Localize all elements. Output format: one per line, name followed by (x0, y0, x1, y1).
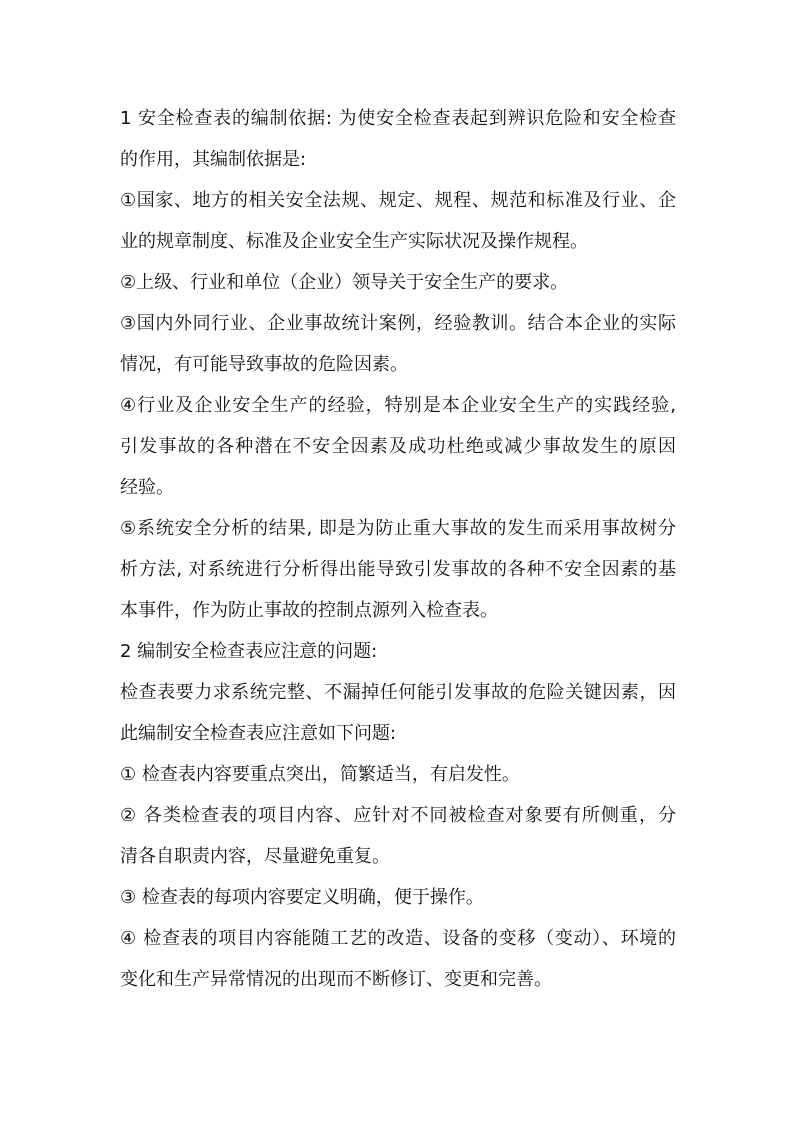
note-item-2-line-2: 清各自职责内容，尽量避免重复。 (120, 846, 390, 867)
basis-item-3-line-1: ③国内外同行业、企业事故统计案例，经验教训。结合本企业的实际 (120, 313, 676, 334)
basis-item-4-line-3: 经验。 (120, 477, 174, 498)
document-body (120, 98, 676, 1000)
section-2-intro-line-1: 检查表要力求系统完整、不漏掉任何能引发事故的危险关键因素，因 (120, 682, 676, 703)
basis-item-2: ②上级、行业和单位（企业）领导关于安全生产的要求。 (120, 272, 569, 293)
basis-item-1-line-2: 业的规章制度、标准及企业安全生产实际状况及操作规程。 (120, 231, 588, 252)
note-item-3: ③ 检查表的每项内容要定义明确，便于操作。 (120, 887, 484, 908)
section-2-intro-line-2: 此编制安全检查表应注意如下问题: (120, 723, 397, 744)
section-1-heading-line-2: 的作用，其编制依据是: (120, 149, 307, 170)
basis-item-4-line-1: ④行业及企业安全生产的经验，特别是本企业安全生产的实践经验, (120, 395, 676, 416)
note-item-4-line-1: ④ 检查表的项目内容能随工艺的改造、设备的变移（变动）、环境的 (120, 928, 676, 949)
basis-item-5-line-1: ⑤系统安全分析的结果, 即是为防止重大事故的发生而采用事故树分 (120, 518, 676, 539)
basis-item-5-line-2: 析方法, 对系统进行分析得出能导致引发事故的各种不安全因素的基 (120, 559, 676, 580)
note-item-4-line-2: 变化和生产异常情况的出现而不断修订、变更和完善。 (120, 969, 552, 990)
note-item-1: ① 检查表内容要重点突出，简繁适当，有启发性。 (120, 764, 520, 785)
basis-item-4-line-2: 引发事故的各种潜在不安全因素及成功杜绝或减少事故发生的原因 (120, 436, 676, 457)
section-2-heading: 2 编制安全检查表应注意的问题: (120, 641, 378, 662)
basis-item-1-line-1: ①国家、地方的相关安全法规、规定、规程、规范和标准及行业、企 (120, 190, 676, 211)
basis-item-5-line-3: 本事件，作为防止事故的控制点源列入检查表。 (120, 600, 498, 621)
basis-item-3-line-2: 情况，有可能导致事故的危险因素。 (120, 354, 408, 375)
note-item-2-line-1: ② 各类检查表的项目内容、应针对不同被检查对象要有所侧重，分 (120, 805, 676, 826)
section-1-heading-line-1: 1 安全检查表的编制依据: 为使安全检查表起到辨识危险和安全检查 (120, 108, 676, 129)
